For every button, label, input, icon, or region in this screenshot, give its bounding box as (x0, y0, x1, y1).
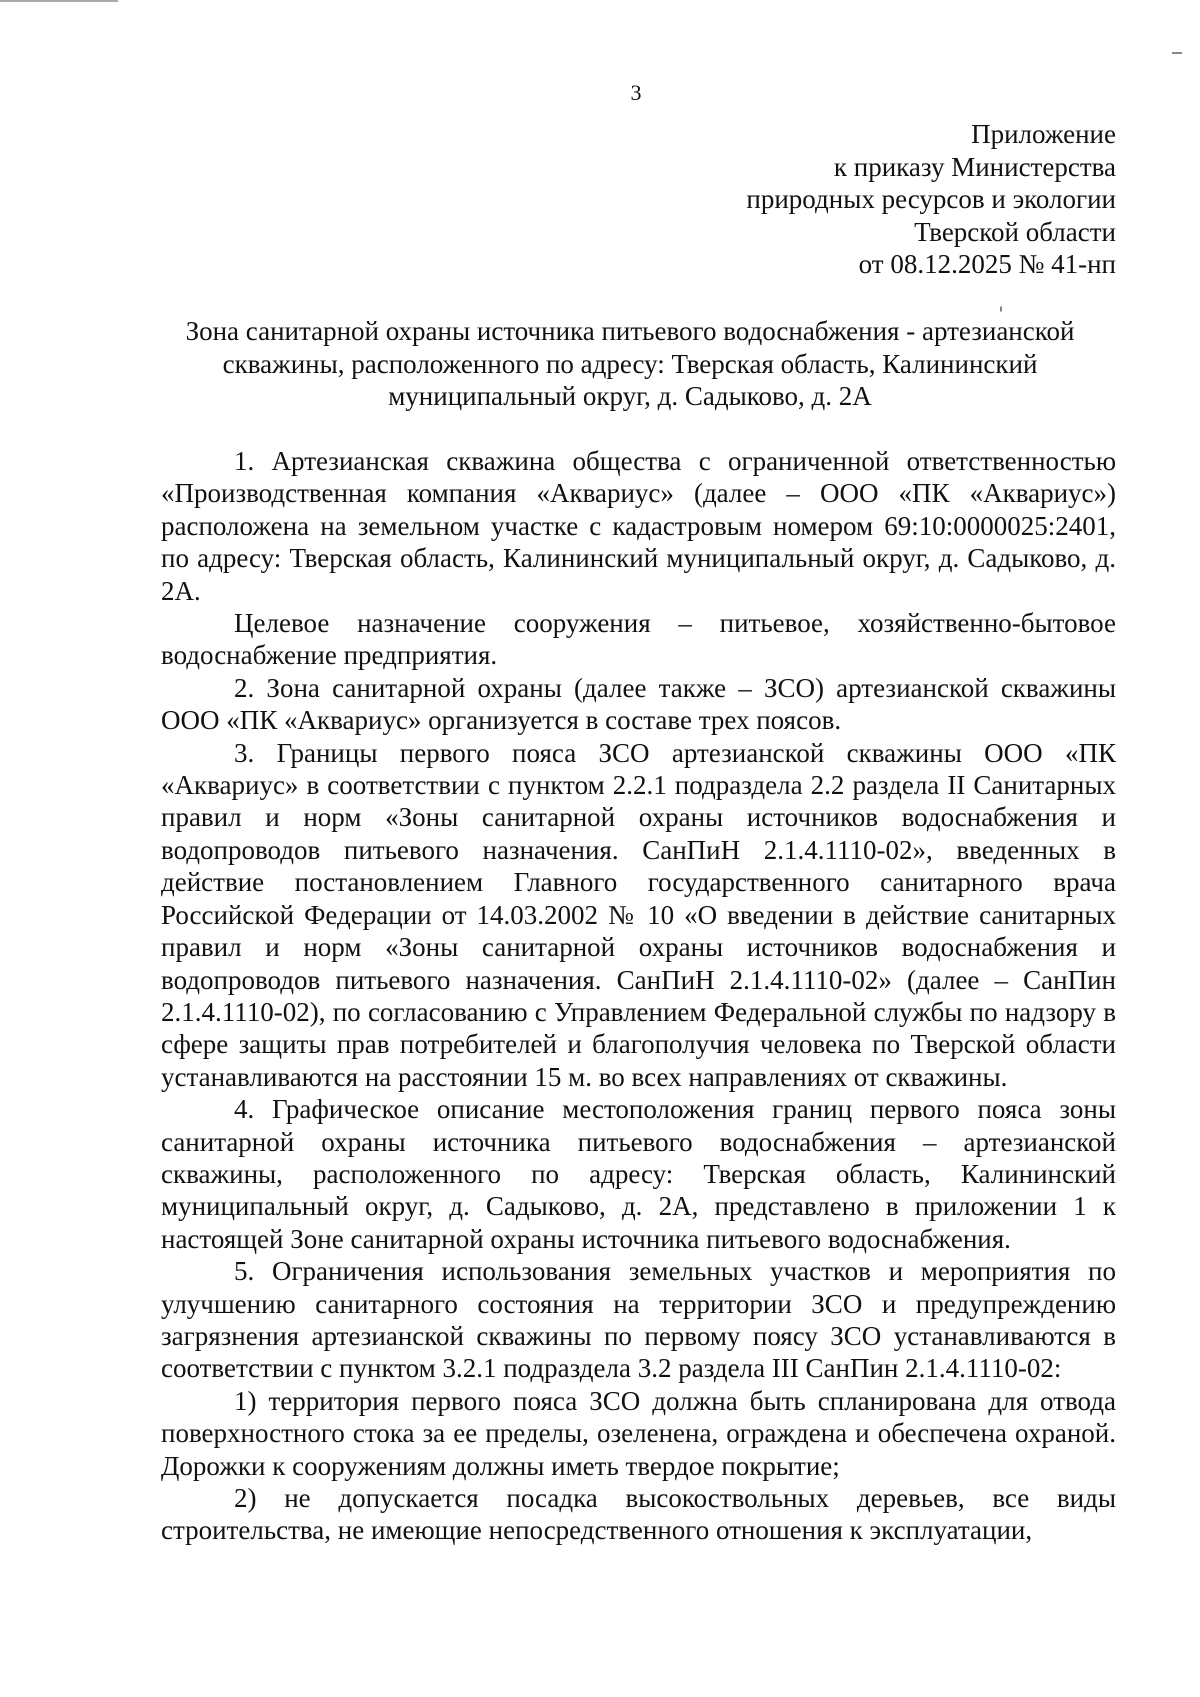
page-number: 3 (630, 80, 642, 105)
paragraph-2: 2. Зона санитарной охраны (далее также – ЗСО) артезианской скважины ООО «ПК «Аквариус» организуется в составе трех поясов. (161, 672, 1116, 736)
document-title (150, 315, 1110, 413)
title-line: муниципальный округ, д. Садыково, д. 2А (388, 381, 872, 411)
appendix-header (746, 118, 1116, 281)
appendix-line: природных ресурсов и экологии (746, 184, 1116, 214)
paragraph-5: 5. Ограничения использования земельных участков и мероприятия по улучшению санитарного состояния на территории ЗСО и предупреждению загрязнения артезианской скважины по первому поясу ЗСО устанавливаются в соответствии с пунктом 3.2.1 подраздела 3.2 раздела III СанПин 2.1.4.1110-02: (161, 1256, 1116, 1384)
document-body (161, 445, 1116, 1547)
scan-artifact-dot (1000, 306, 1002, 312)
title-line: Зона санитарной охраны источника питьевого водоснабжения - артезианской (185, 316, 1075, 346)
paragraph-1: 1. Артезианская скважина общества с ограниченной ответственностью «Производственная компания «Аквариус» (далее – ООО «ПК «Аквариус») расположена на земельном участке с кадастровым номером 69:10:0000025:2401, по адресу: Тверская область, Калининский муниципальный округ, д. Садыково, д. 2А. (161, 446, 1116, 606)
scan-artifact-right-edge (1172, 52, 1182, 54)
appendix-line: от 08.12.2025 № 41-нп (858, 249, 1116, 279)
paragraph-5-item-2: 2) не допускается посадка высокоствольных деревьев, все виды строительства, не имеющие непосредственного отношения к эксплуатации, (161, 1483, 1116, 1546)
paragraph-4: 4. Графическое описание местоположения границ первого пояса зоны санитарной охраны источника питьевого водоснабжения – артезианской скважины, расположенного по адресу: Тверская область, Калининский муниципальный округ, д. Садыково, д. 2А, представлено в приложении 1 к настоящей Зоне санитарной охраны источника питьевого водоснабжения. (161, 1094, 1116, 1254)
appendix-line: к приказу Министерства (833, 151, 1116, 182)
paragraph-5-item-1: 1) территория первого пояса ЗСО должна быть спланирована для отвода поверхностного стока за ее пределы, озеленена, ограждена и обеспечена охраной. Дорожки к сооружениям должны иметь твердое покрытие; (161, 1385, 1116, 1481)
scan-artifact-top-left (0, 0, 118, 2)
paragraph-purpose: Целевое назначение сооружения – питьевое, хозяйственно-бытовое водоснабжение предприятия. (161, 608, 1116, 671)
appendix-line: Тверской области (914, 216, 1116, 247)
paragraph-3: 3. Границы первого пояса ЗСО артезианской скважины ООО «ПК «Аквариус» в соответствии с пунктом 2.2.1 подраздела 2.2 раздела II Санитарных правил и норм «Зоны санитарной охраны источников водоснабжения и водопроводов питьевого назначения. СанПиН 2.1.4.1110-02», введенных в действие постановлением Главного государственного санитарного врача Российской Федерации от 14.03.2002 № 10 «О введении в действие санитарных правил и норм «Зоны санитарной охраны источников водоснабжения и водопроводов питьевого назначения. СанПиН 2.1.4.1110-02» (далее – СанПин 2.1.4.1110-02), по согласованию с Управлением Федеральной службы по надзору в сфере защиты прав потребителей и благополучия человека по Тверской области устанавливаются на расстоянии 15 м. во всех направлениях от скважины. (161, 737, 1116, 1092)
appendix-line: Приложение (971, 119, 1116, 149)
title-line: скважины, расположенного по адресу: Тверская область, Калининский (222, 348, 1038, 379)
